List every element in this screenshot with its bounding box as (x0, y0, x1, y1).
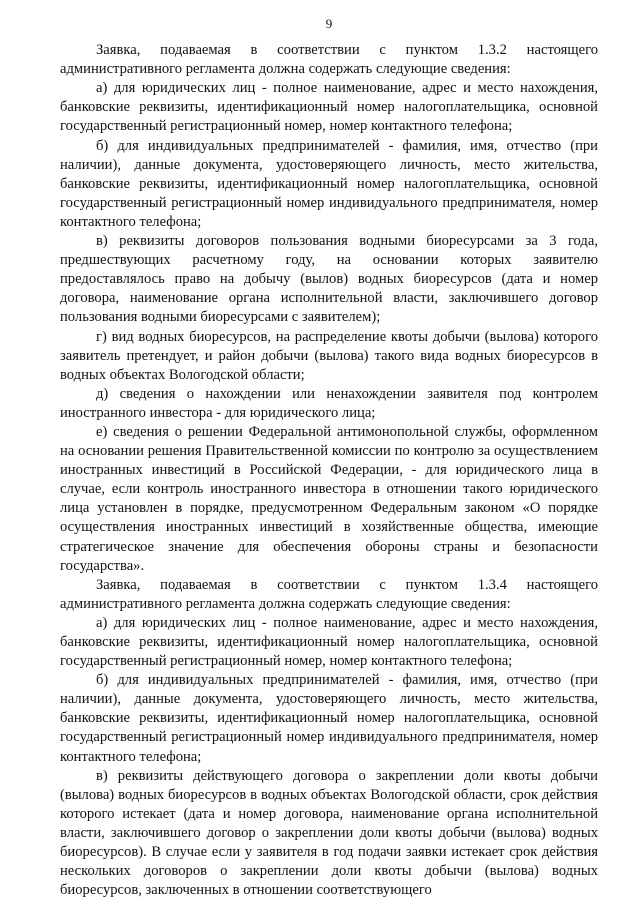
paragraph-item-e-fas-decision: е) сведения о решении Федеральной антимонопольной службы, оформленном на основании решения Правительственной комиссии по контролю за осуществлением иностранных инвестиций в Российской Федерации, - для юридического лица в случае, если контроль иностранного инвестора в отношении такого юридического лица установлен в порядке, предусмотренном Федеральным законом «О порядке осуществления иностранных инвестиций в хозяйственные общества, имеющие стратегическое значение для обеспечения обороны страны и безопасности государства». (60, 423, 598, 574)
paragraph-item-a-legal-entities: а) для юридических лиц - полное наименование, адрес и место нахождения, банковские реквизиты, идентификационный номер налогоплательщика, основной государственный регистрационный номер, номер контактного телефона; (60, 80, 598, 135)
paragraph-application-1-3-4: Заявка, подаваемая в соответствии с пунктом 1.3.4 настоящего административного регламента должна содержать следующие сведения: (60, 576, 598, 612)
paragraph-item-b-entrepreneurs: б) для индивидуальных предпринимателей - фамилия, имя, отчество (при наличии), данные документа, удостоверяющего личность, место жительства, банковские реквизиты, идентификационный номер налогоплательщика, основной государственный регистрационный номер индивидуального предпринимателя, номер контактного телефона; (60, 137, 598, 230)
paragraph-item-g-species: г) вид водных биоресурсов, на распределение квоты добычи (вылова) которого заявитель претендует, и район добычи (вылова) такого вида водных биоресурсов в водных объектах Вологодской области; (60, 328, 598, 383)
paragraph-item-b-entrepreneurs-2: б) для индивидуальных предпринимателей - фамилия, имя, отчество (при наличии), данные документа, удостоверяющего личность, место жительства, банковские реквизиты, идентификационный номер налогоплательщика, основной государственный регистрационный номер индивидуального предпринимателя, номер контактного телефона; (60, 672, 598, 765)
paragraph-item-v-active-contract: в) реквизиты действующего договора о закреплении доли квоты добычи (вылова) водных биоресурсов в водных объектах Вологодской области, срок действия которого истекает (дата и номер договора, наименование органа исполнительной власти, заключившего договор о закреплении доли квоты добычи (вылова) водных биоресурсов). В случае если у заявителя в год подачи заявки истекает срок действия нескольких договоров о закреплении доли квоты добычи (вылова) водных биоресурсов, заключенных в отношении соответствующего (60, 767, 598, 899)
page-number: 9 (325, 16, 333, 31)
paragraph-application-1-3-2: Заявка, подаваемая в соответствии с пунктом 1.3.2 настоящего административного регламента должна содержать следующие сведения: (60, 42, 598, 78)
document-page (60, 14, 598, 900)
paragraph-item-d-foreign-control: д) сведения о нахождении или ненахождении заявителя под контролем иностранного инвестора - для юридического лица; (60, 385, 598, 421)
paragraph-item-v-contracts: в) реквизиты договоров пользования водными биоресурсами за 3 года, предшествующих расчетному году, на основании которых заявителю предоставлялось право на добычу (вылов) водных биоресурсов (дата и номер договора, наименование органа исполнительной власти, заключившего договор пользования водными биоресурсами с заявителем); (60, 233, 598, 326)
paragraph-item-a-legal-entities-2: а) для юридических лиц - полное наименование, адрес и место нахождения, банковские реквизиты, идентификационный номер налогоплательщика, основной государственный регистрационный номер, номер контактного телефона; (60, 614, 598, 670)
